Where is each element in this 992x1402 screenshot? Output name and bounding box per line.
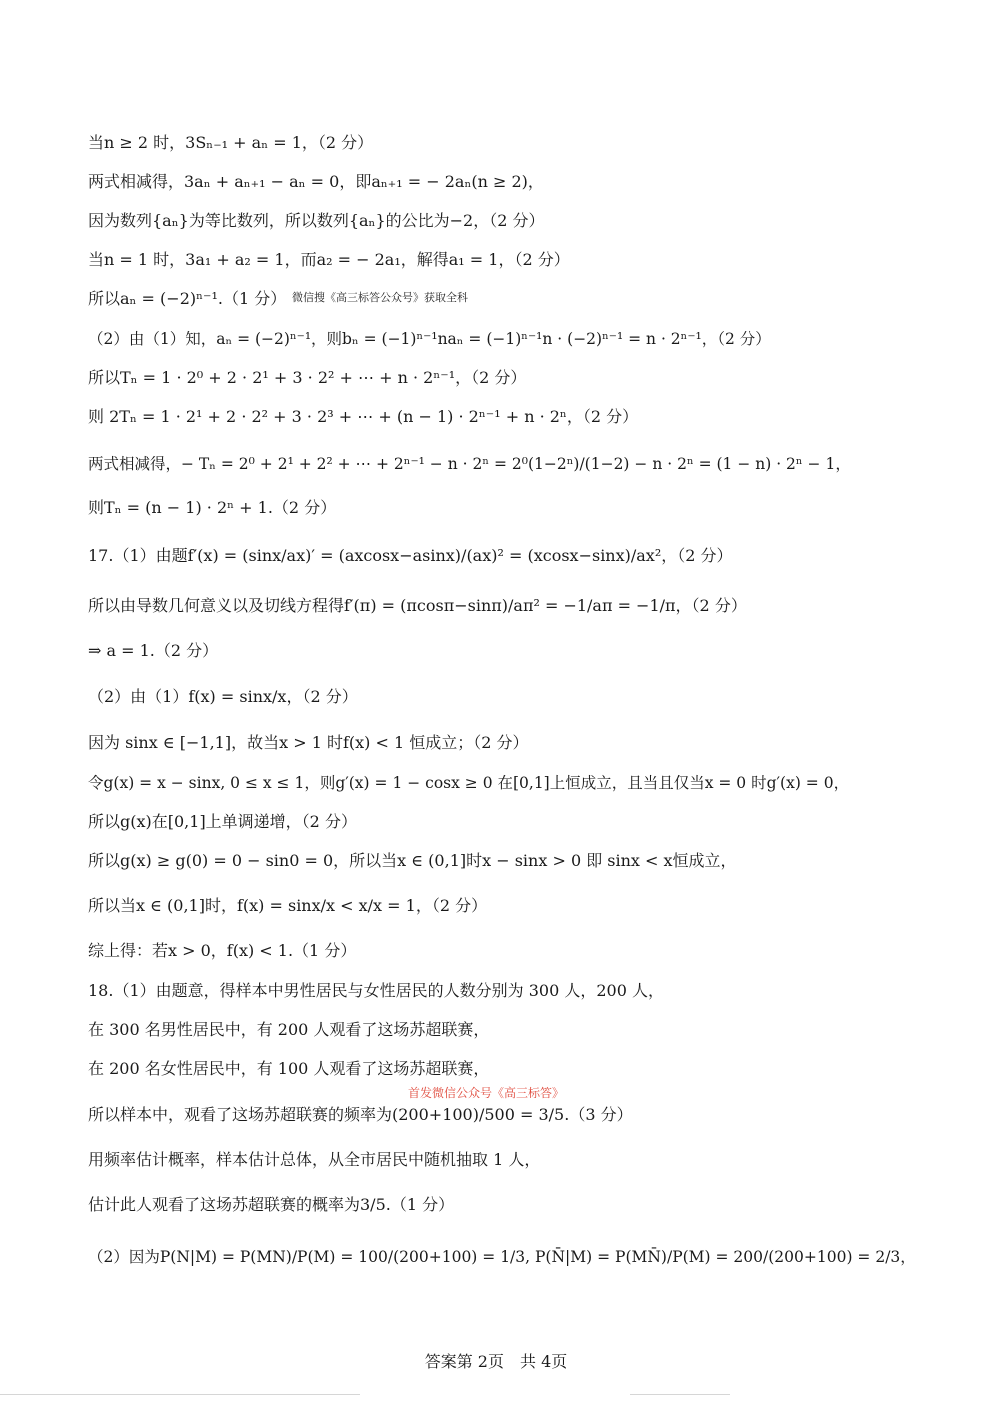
text-line-1: 当n ≥ 2 时，3Sₙ₋₁ + aₙ = 1，（2 分） — [88, 133, 374, 152]
page-footer: 答案第 2页 共 4页 — [424, 1352, 568, 1371]
text-line-24: 所以样本中，观看了这场苏超联赛的频率为(200+100)/500 = 3/5.（3 分） — [88, 1105, 633, 1124]
text-line-6: （2）由（1）知，aₙ = (−2)ⁿ⁻¹，则bₙ = (−1)ⁿ⁻¹naₙ = (−1)ⁿ⁻¹n · (−2)ⁿ⁻¹ = n · 2ⁿ⁻¹，（2 分） — [88, 330, 771, 348]
text-line-26: 估计此人观看了这场苏超联赛的概率为3/5.（1 分） — [88, 1195, 455, 1214]
text-line-19: 所以当x ∈ (0,1]时，f(x) = sinx/x < x/x = 1，（2 分） — [88, 896, 488, 915]
watermark-text: 微信搜《高三标答公众号》获取全科 — [292, 291, 468, 304]
text-line-7: 所以Tₙ = 1 · 2⁰ + 2 · 2¹ + 3 · 2² + ⋯ + n · 2ⁿ⁻¹，（2 分） — [88, 368, 527, 387]
text-line-9: 两式相减得，− Tₙ = 2⁰ + 2¹ + 2² + ⋯ + 2ⁿ⁻¹ − n · 2ⁿ = 2⁰(1−2ⁿ)/(1−2) − n · 2ⁿ = (1 − n) · 2ⁿ − 1， — [88, 455, 851, 473]
text-line-3: 因为数列{aₙ}为等比数列，所以数列{aₙ}的公比为−2，（2 分） — [88, 211, 545, 230]
text-line-2: 两式相减得，3aₙ + aₙ₊₁ − aₙ = 0，即aₙ₊₁ = − 2aₙ(n ≥ 2)， — [88, 172, 544, 191]
text-line-18: 所以g(x) ≥ g(0) = 0 − sin0 = 0，所以当x ∈ (0,1]时x − sinx > 0 即 sinx < x恒成立， — [88, 851, 737, 870]
text-line-14: （2）由（1）f(x) = sinx/x，（2 分） — [88, 687, 358, 706]
text-line-20: 综上得：若x > 0，f(x) < 1.（1 分） — [88, 941, 357, 960]
text-line-4: 当n = 1 时，3a₁ + a₂ = 1，而a₂ = − 2a₁，解得a₁ = 1，（2 分） — [88, 250, 570, 269]
text-line-25: 用频率估计概率，样本估计总体，从全市居民中随机抽取 1 人， — [88, 1150, 541, 1169]
text-line-16: 令g(x) = x − sinx, 0 ≤ x ≤ 1，则g′(x) = 1 − cosx ≥ 0 在[0,1]上恒成立，且当且仅当x = 0 时g′(x) = 0， — [88, 774, 850, 792]
watermark-red-text: 首发微信公众号《高三标答》 — [408, 1086, 565, 1100]
text-line-27: （2）因为P(N|M) = P(MN)/P(M) = 100/(200+100) = 1/3, P(N̄|M) = P(MN̄)/P(M) = 200/(200+100) = 2/3， — [88, 1248, 916, 1266]
text-line-12: 所以由导数几何意义以及切线方程得f′(π) = (πcosπ−sinπ)/aπ² = −1/aπ = −1/π，（2 分） — [88, 596, 747, 615]
text-line-22: 在 300 名男性居民中，有 200 人观看了这场苏超联赛， — [88, 1020, 490, 1039]
text-line-8: 则 2Tₙ = 1 · 2¹ + 2 · 2² + 3 · 2³ + ⋯ + (n − 1) · 2ⁿ⁻¹ + n · 2ⁿ，（2 分） — [88, 407, 639, 426]
text-line-10: 则Tₙ = (n − 1) · 2ⁿ + 1.（2 分） — [88, 498, 337, 517]
text-line-5: 所以aₙ = (−2)ⁿ⁻¹.（1 分） — [88, 289, 287, 308]
text-line-13: ⇒ a = 1.（2 分） — [88, 641, 219, 660]
text-line-23: 在 200 名女性居民中，有 100 人观看了这场苏超联赛， — [88, 1059, 490, 1078]
scan-edge-line-left — [0, 1394, 360, 1395]
text-line-21: 18.（1）由题意，得样本中男性居民与女性居民的人数分别为 300 人，200 人， — [88, 981, 664, 1000]
text-line-15: 因为 sinx ∈ [−1,1]，故当x > 1 时f(x) < 1 恒成立；（2 分） — [88, 733, 529, 752]
scan-edge-line-right — [630, 1394, 730, 1395]
text-line-17: 所以g(x)在[0,1]上单调递增，（2 分） — [88, 812, 357, 831]
text-line-11: 17.（1）由题f′(x) = (sinx/ax)′ = (axcosx−asinx)/(ax)² = (xcosx−sinx)/ax²，（2 分） — [88, 546, 733, 565]
